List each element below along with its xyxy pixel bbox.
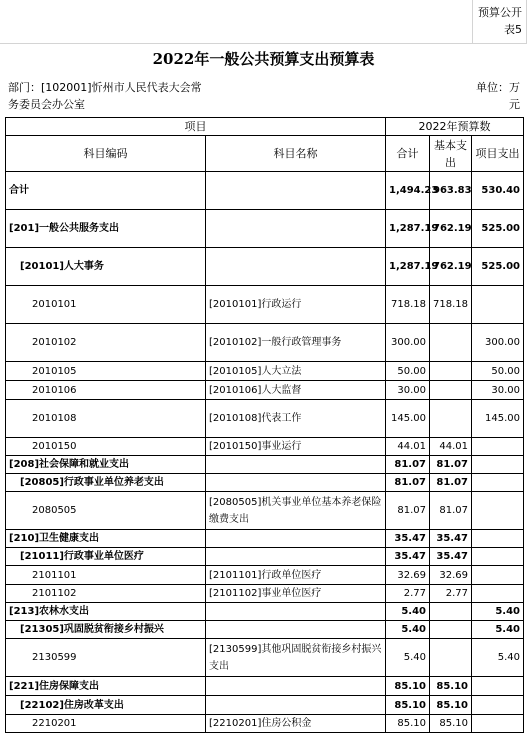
spreadsheet-gridlines	[0, 0, 527, 44]
total-cell: 32.69	[386, 566, 430, 585]
name-cell: [2101102]事业单位医疗	[206, 585, 386, 603]
name-cell: [2080505]机关事业单位基本养老保险缴费支出	[206, 492, 386, 530]
table-row	[6, 324, 524, 362]
basic-cell	[430, 324, 472, 362]
project-cell	[472, 548, 524, 566]
table-row	[6, 566, 524, 585]
project-cell	[472, 585, 524, 603]
name-cell	[206, 603, 386, 621]
total-cell: 145.00	[386, 400, 430, 438]
table-row	[6, 456, 524, 474]
project-cell: 30.00	[472, 381, 524, 400]
table-row	[6, 621, 524, 639]
basic-cell: 762.19	[430, 210, 472, 248]
project-cell	[472, 566, 524, 585]
total-cell: 5.40	[386, 603, 430, 621]
name-cell: [2010102]一般行政管理事务	[206, 324, 386, 362]
name-cell	[206, 456, 386, 474]
code-cell: [20101]人大事务	[6, 248, 206, 286]
code-cell: 2010102	[6, 324, 206, 362]
basic-cell	[430, 639, 472, 677]
basic-cell	[430, 400, 472, 438]
basic-cell	[430, 621, 472, 639]
table-number-label: 预算公开表5	[478, 6, 522, 36]
basic-header: 基本支出	[430, 136, 472, 172]
total-cell: 50.00	[386, 362, 430, 381]
project-cell: 525.00	[472, 248, 524, 286]
basic-cell: 81.07	[430, 456, 472, 474]
total-cell: 81.07	[386, 474, 430, 492]
project-cell	[472, 492, 524, 530]
name-cell: [2010108]代表工作	[206, 400, 386, 438]
budget-header: 2022年预算数	[386, 118, 524, 136]
name-cell: [2101101]行政单位医疗	[206, 566, 386, 585]
basic-cell: 35.47	[430, 530, 472, 548]
name-cell	[206, 621, 386, 639]
name-cell	[206, 530, 386, 548]
project-cell	[472, 474, 524, 492]
name-header: 科目名称	[206, 136, 386, 172]
name-cell	[206, 248, 386, 286]
budget-table	[5, 117, 524, 733]
table-row	[6, 677, 524, 696]
basic-cell: 2.77	[430, 585, 472, 603]
code-cell: 2010106	[6, 381, 206, 400]
total-cell: 1,494.23	[386, 172, 430, 210]
page-title: 2022年一般公共预算支出预算表	[152, 50, 375, 68]
code-cell: 2010105	[6, 362, 206, 381]
total-cell: 81.07	[386, 492, 430, 530]
name-cell: [2010101]行政运行	[206, 286, 386, 324]
basic-cell: 81.07	[430, 474, 472, 492]
code-cell: [22102]住房改革支出	[6, 696, 206, 715]
project-cell: 145.00	[472, 400, 524, 438]
table-row	[6, 585, 524, 603]
project-cell: 525.00	[472, 210, 524, 248]
code-cell: [20805]行政事业单位养老支出	[6, 474, 206, 492]
code-cell: [221]住房保障支出	[6, 677, 206, 696]
code-cell: [201]一般公共服务支出	[6, 210, 206, 248]
table-row	[6, 639, 524, 677]
basic-cell: 44.01	[430, 438, 472, 456]
basic-cell: 85.10	[430, 696, 472, 715]
table-row	[6, 548, 524, 566]
code-cell: [210]卫生健康支出	[6, 530, 206, 548]
name-cell: [2010106]人大监督	[206, 381, 386, 400]
project-cell: 5.40	[472, 639, 524, 677]
code-cell: [208]社会保障和就业支出	[6, 456, 206, 474]
basic-cell: 718.18	[430, 286, 472, 324]
code-cell: 2010101	[6, 286, 206, 324]
grid-line	[0, 43, 527, 44]
table-row	[6, 381, 524, 400]
project-cell	[472, 286, 524, 324]
total-cell: 1,287.19	[386, 210, 430, 248]
total-cell: 5.40	[386, 639, 430, 677]
code-cell: [21011]行政事业单位医疗	[6, 548, 206, 566]
project-cell: 300.00	[472, 324, 524, 362]
basic-cell: 81.07	[430, 492, 472, 530]
name-cell	[206, 172, 386, 210]
name-cell	[206, 474, 386, 492]
code-cell: 2010108	[6, 400, 206, 438]
total-cell: 44.01	[386, 438, 430, 456]
total-cell: 35.47	[386, 548, 430, 566]
name-cell: [2010105]人大立法	[206, 362, 386, 381]
name-cell	[206, 696, 386, 715]
table-row	[6, 603, 524, 621]
basic-cell: 762.19	[430, 248, 472, 286]
name-cell	[206, 548, 386, 566]
project-cell	[472, 456, 524, 474]
department-label: 部门：[102001]忻州市人民代表大会常务委员会办公室	[8, 81, 202, 111]
total-header: 合计	[386, 136, 430, 172]
total-cell: 300.00	[386, 324, 430, 362]
basic-cell	[430, 603, 472, 621]
basic-cell	[430, 381, 472, 400]
table-row	[6, 362, 524, 381]
project-cell	[472, 715, 524, 733]
code-cell: 2210201	[6, 715, 206, 733]
code-cell: 2010150	[6, 438, 206, 456]
project-exp-header: 项目支出	[472, 136, 524, 172]
table-row	[6, 172, 524, 210]
total-cell: 85.10	[386, 715, 430, 733]
name-cell: [2130599]其他巩固脱贫衔接乡村振兴支出	[206, 639, 386, 677]
table-row	[6, 492, 524, 530]
project-cell: 50.00	[472, 362, 524, 381]
code-cell: 2080505	[6, 492, 206, 530]
total-cell: 2.77	[386, 585, 430, 603]
table-row	[6, 474, 524, 492]
project-cell	[472, 530, 524, 548]
code-cell: 2130599	[6, 639, 206, 677]
total-cell: 85.10	[386, 677, 430, 696]
project-cell	[472, 696, 524, 715]
unit-label: 单位：万元	[476, 81, 520, 111]
total-cell: 1,287.19	[386, 248, 430, 286]
project-cell: 5.40	[472, 603, 524, 621]
total-cell: 35.47	[386, 530, 430, 548]
name-cell	[206, 210, 386, 248]
total-cell: 30.00	[386, 381, 430, 400]
project-cell	[472, 438, 524, 456]
total-cell: 85.10	[386, 696, 430, 715]
project-cell	[472, 677, 524, 696]
total-cell: 5.40	[386, 621, 430, 639]
table-row	[6, 530, 524, 548]
basic-cell: 35.47	[430, 548, 472, 566]
project-cell: 530.40	[472, 172, 524, 210]
code-header: 科目编码	[6, 136, 206, 172]
total-cell: 718.18	[386, 286, 430, 324]
code-cell: [213]农林水支出	[6, 603, 206, 621]
project-cell: 5.40	[472, 621, 524, 639]
header-row-2	[6, 136, 524, 172]
basic-cell: 32.69	[430, 566, 472, 585]
code-cell: 2101102	[6, 585, 206, 603]
code-cell: [21305]巩固脱贫衔接乡村振兴	[6, 621, 206, 639]
basic-cell: 85.10	[430, 715, 472, 733]
table-row	[6, 286, 524, 324]
code-cell: 2101101	[6, 566, 206, 585]
table-row	[6, 248, 524, 286]
total-cell: 81.07	[386, 456, 430, 474]
name-cell	[206, 677, 386, 696]
table-row	[6, 715, 524, 733]
table-row	[6, 400, 524, 438]
table-row	[6, 210, 524, 248]
name-cell: [2010150]事业运行	[206, 438, 386, 456]
header-row-1	[6, 118, 524, 136]
code-cell: 合计	[6, 172, 206, 210]
project-header: 项目	[6, 118, 386, 136]
basic-cell: 963.83	[430, 172, 472, 210]
basic-cell	[430, 362, 472, 381]
table-row	[6, 696, 524, 715]
table-row	[6, 438, 524, 456]
name-cell: [2210201]住房公积金	[206, 715, 386, 733]
basic-cell: 85.10	[430, 677, 472, 696]
